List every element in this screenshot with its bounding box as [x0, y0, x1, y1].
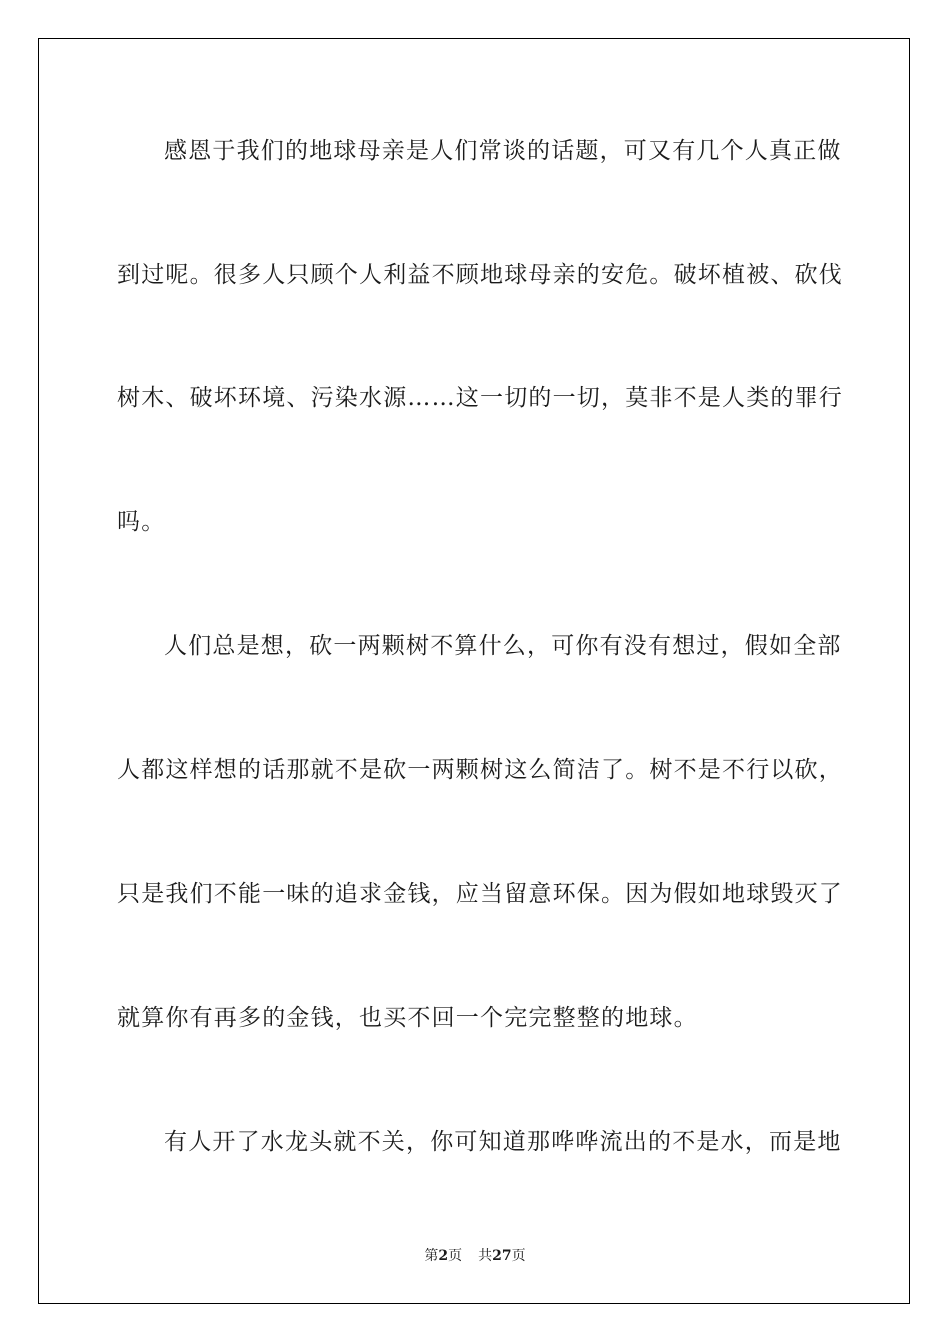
text-line: 吗。	[117, 509, 166, 535]
text-line: 人们总是想，砍一两颗树不算什么，可你有没有想过，假如全部	[164, 633, 842, 659]
page-prefix: 第	[424, 1248, 439, 1264]
total-suffix: 页	[511, 1248, 526, 1264]
text-line: 人都这样想的话那就不是砍一两颗树这么简洁了。树不是不行以砍，	[117, 757, 843, 783]
text-line: 感恩于我们的地球母亲是人们常谈的话题，可又有几个人真正做	[164, 138, 842, 164]
text-line: 就算你有再多的金钱，也买不回一个完完整整的地球。	[117, 1005, 698, 1031]
text-line: 到过呢。很多人只顾个人利益不顾地球母亲的安危。破坏植被、砍伐	[117, 262, 843, 288]
page-border	[38, 38, 910, 1304]
text-line: 只是我们不能一味的追求金钱，应当留意环保。因为假如地球毁灭了	[117, 881, 843, 907]
text-line: 有人开了水龙头就不关，你可知道那哗哗流出的不是水，而是地	[164, 1129, 842, 1155]
page-footer	[0, 1246, 950, 1266]
total-pages: 27	[492, 1248, 512, 1264]
text-line: 树木、破坏环境、污染水源……这一切的一切，莫非不是人类的罪行	[117, 385, 843, 411]
total-prefix: 共	[478, 1248, 493, 1264]
page-number: 2	[438, 1248, 449, 1264]
page-suffix: 页	[448, 1248, 463, 1264]
